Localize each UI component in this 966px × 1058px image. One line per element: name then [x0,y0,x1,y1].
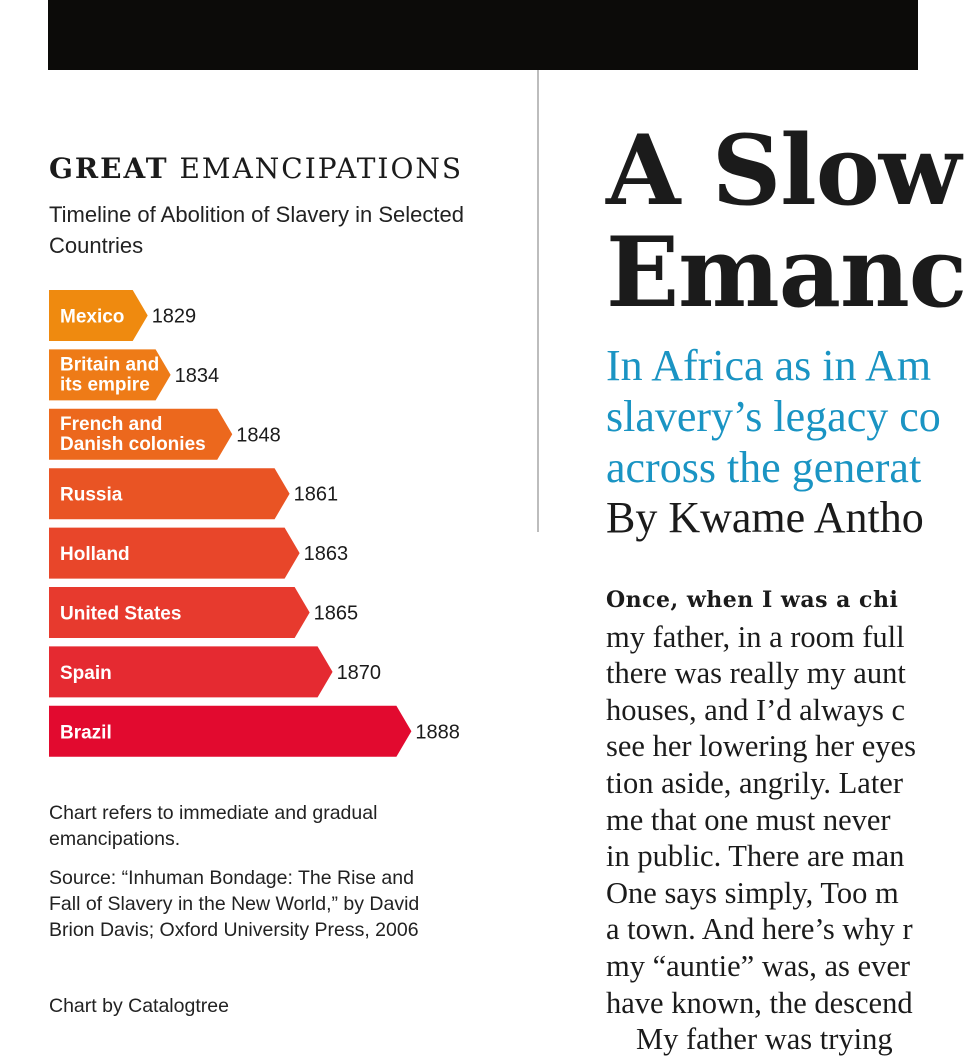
article-body-line: houses, and I’d always c [606,692,905,727]
bar-value-label: 1870 [336,661,382,684]
article-body-line: my father, in a room full [606,619,905,654]
deck-line-1: In Africa as in Am [606,341,932,390]
bar-value-label: 1861 [293,483,339,506]
chart-title-rest: EMANCIPATIONS [179,152,464,185]
chart-title [49,152,463,185]
bar-value-label: 1888 [415,721,460,744]
headline-line-1: A Slow [606,114,961,227]
top-photo-band [48,0,918,70]
deck-line-2: slavery’s legacy co [606,392,941,441]
chart-source: Source: “Inhuman Bondage: The Rise and Fall of Slavery in the New World,” by David Brion Davis; Oxford University Press, 2006 [49,867,420,941]
article-body-line: a town. And here’s why r [606,912,913,947]
article-body [606,582,918,1058]
bar-label: United States [60,603,182,625]
article-headline [606,114,966,329]
article-body-line: My father was trying [636,1022,893,1057]
deck-line-3: across the generat [606,443,922,492]
article-lead-in: Once, when I was a chi [606,587,899,613]
headline-line-2: Emanc [606,216,966,329]
article-body-line: have known, the descend [606,985,913,1020]
article-body-line: One says simply, Too m [606,875,899,910]
article-byline: By Kwame Antho [606,493,924,542]
bar-label: French and Danish colonies [60,413,206,455]
bar-label: Britain and its empire [60,354,160,396]
article-body-line: see her lowering her eyes [606,729,916,764]
bar-value-label: 1863 [303,543,349,566]
chart-title-bold: GREAT [49,152,169,185]
bar-value-label: 1848 [236,424,281,447]
chart-note: Chart refers to immediate and gradual emancipations. [49,802,378,850]
article-body-line: me that one must never [606,802,891,837]
article-deck [606,340,941,493]
article-body-line: my “auntie” was, as ever [606,948,911,983]
bar-label: Russia [60,484,123,506]
bar-value-label: 1865 [313,602,359,625]
bar-label: Holland [60,544,130,566]
article-body-line: tion aside, angrily. Later [606,765,903,800]
article-body-line: in public. There are man [606,839,905,874]
bar-value-label: 1834 [174,364,220,387]
bar-value-label: 1829 [151,305,197,328]
column-divider [537,70,539,532]
abolition-bar-chart [0,280,520,770]
chart-subtitle: Timeline of Abolition of Slavery in Selected Countries [49,202,464,258]
chart-credit: Chart by Catalogtree [49,995,229,1017]
bar-label: Spain [60,662,112,684]
bar-label: Brazil [60,722,112,744]
bar-label: Mexico [60,306,125,328]
article-body-line: there was really my aunt [606,656,906,691]
